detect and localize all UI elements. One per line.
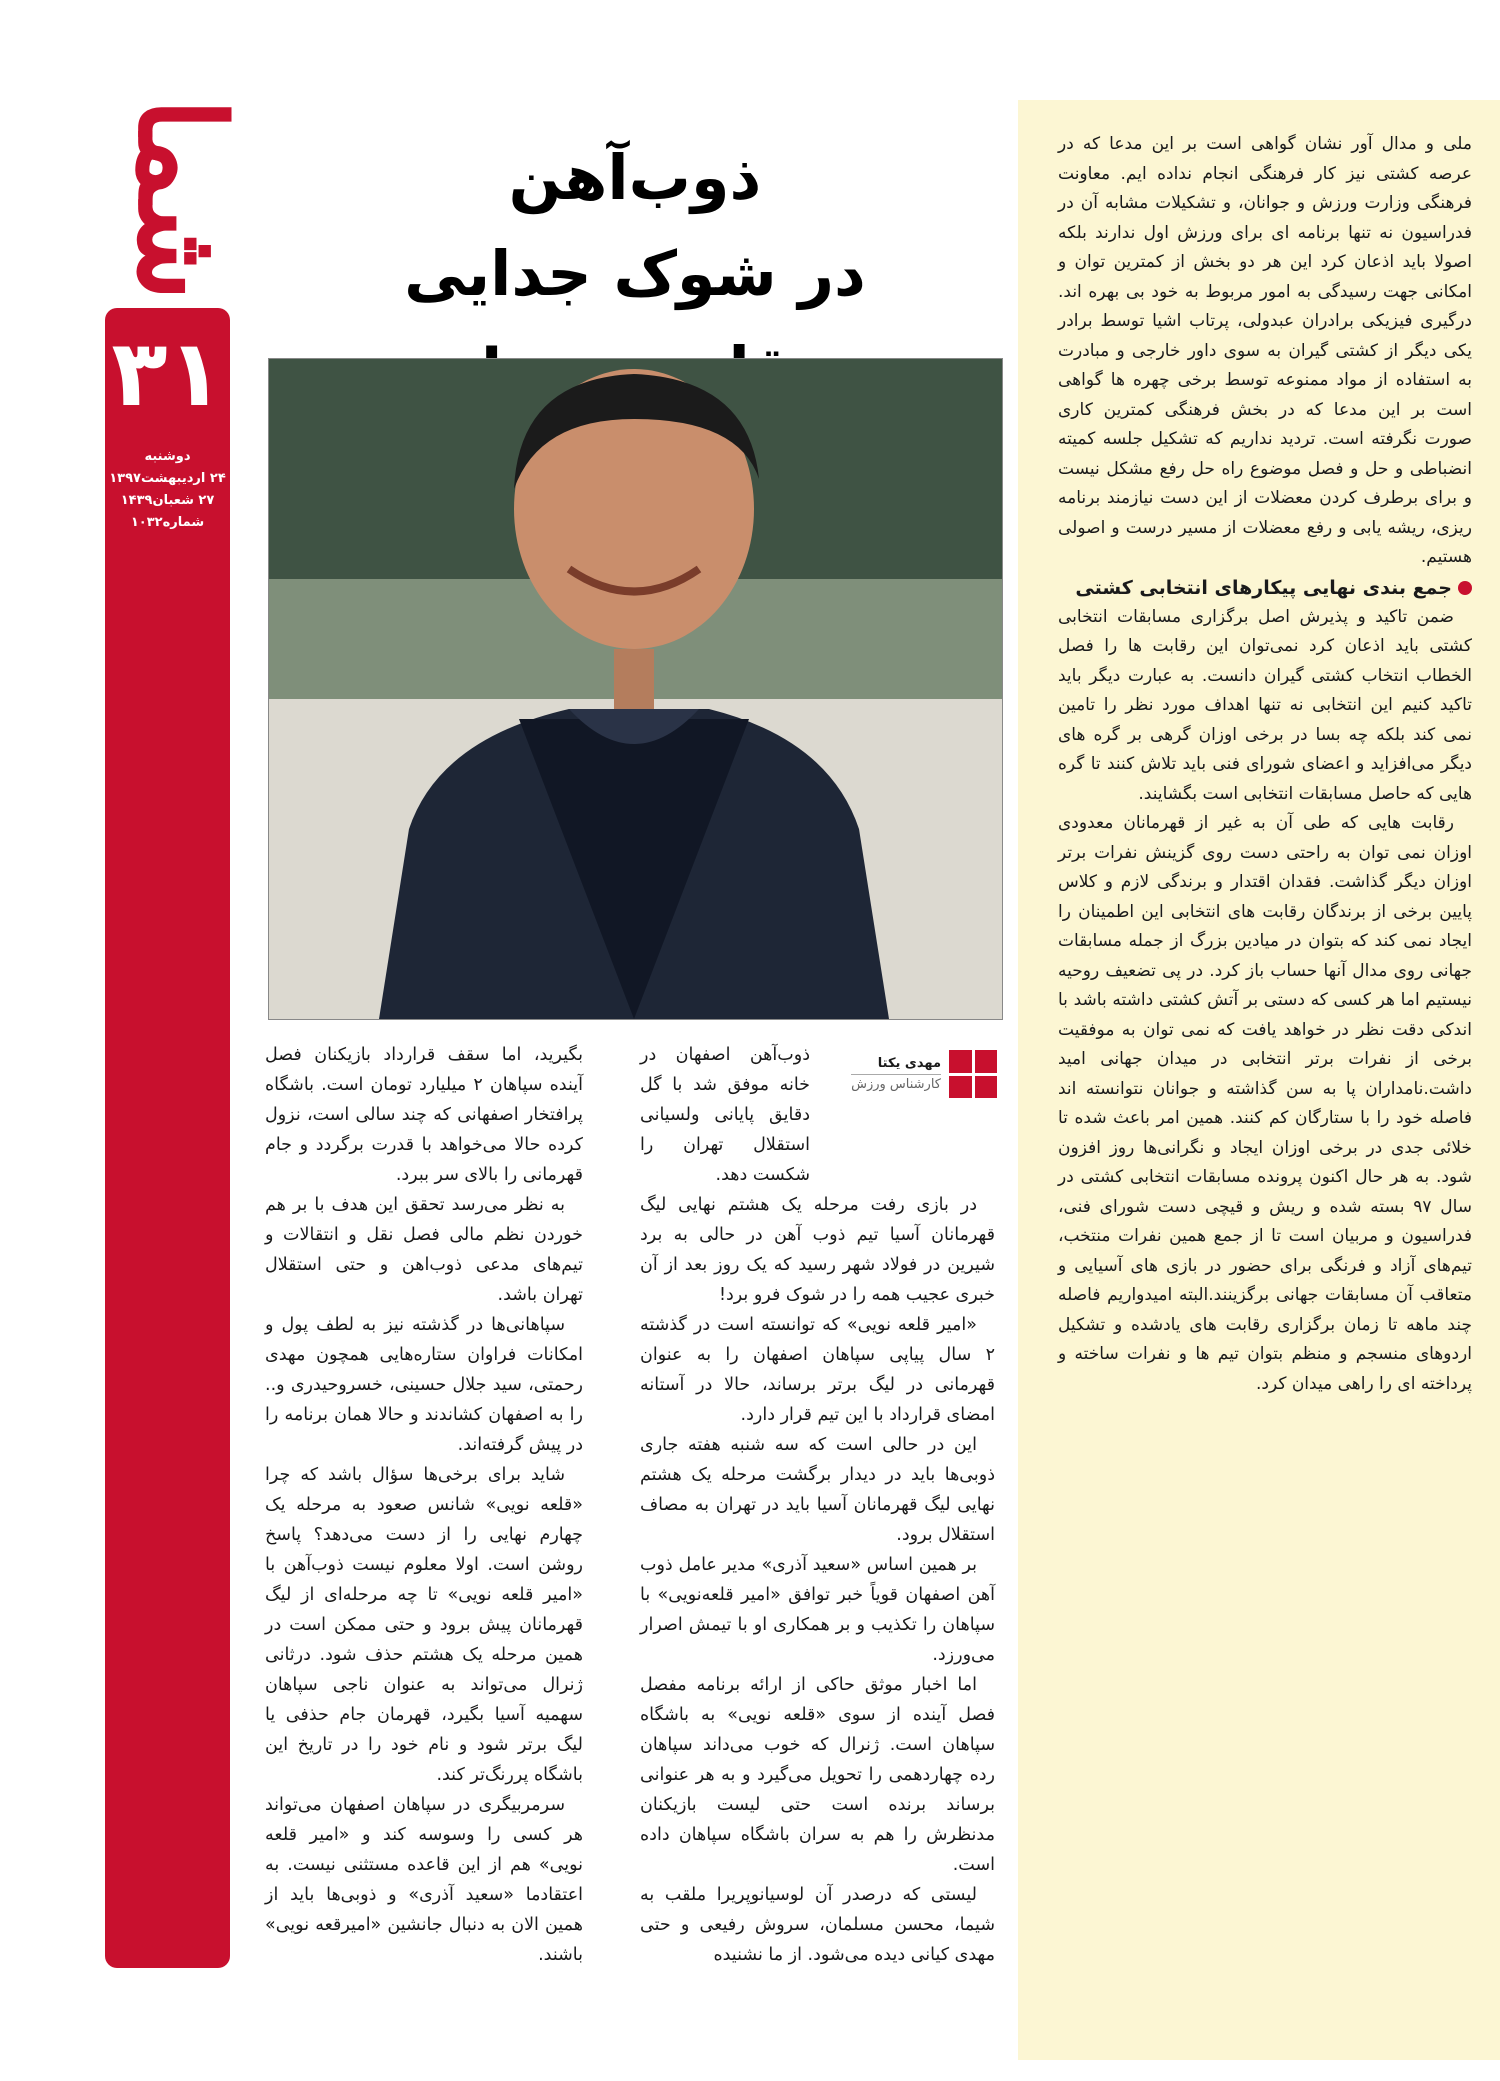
paragraph: رقابت هایی که طی آن به غیر از قهرمانان معدودی اوزان نمی توان به راحتی دست روی گزینش نفرات برتر اوزان دیگر گذاشت. فقدان اقتدار و برندگی لازم و کلاس پایین برخی از برندگان رقابت های انتخابی این اطمینان را ایجاد نمی کند که بتوان در میادین بزرگ از جمله مسابقات جهانی روی مدال آنها حساب باز کرد. در پی تضعیف روحیه نیستیم اما هر کسی که دستی بر آتش کشتی داشته باشد با اندکی دقت نظر در خواهد یافت که نمی توان به موفقیت برخی از نفرات برتر انتخابی در میدان جهانی امید داشت.نامداران پا به سن گذاشته و جوانان نتوانسته اند فاصله خود را با ستارگان کم کنند. همین امر باعث شده تا خلائی جدی در برخی اوزان ایجاد و نگرانی‌ها روز افزون شود. به هر حال اکنون پرونده مسابقات انتخابی کشتی در سال ۹۷ بسته شده و ریش و قیچی دست شورای فنی، فدراسیون و مربیان است تا از جمع همین نفرات منتخب، تیم‌های آزاد و فرنگی برای حضور در بازی های آسیایی و متعاقب آن مسابقات جهانی برگزینند.البته امیدواریم فاصله چند ماهه تا زمان برگزاری رقابت های یادشده و تشکیل اردوهای منسجم و منظم بتوان تیم ها و نفرات ساخته و پرداخته ای را راهی میدان کرد. — [1058, 813, 1473, 1394]
page-number: ۳۱ — [111, 320, 224, 427]
paragraph: بر همین اساس «سعید آذری» مدیر عامل ذوب آهن اصفهان قویاً خبر توافق «امیر قلعه‌نویی» با سپاهان را تکذیب و بر همکاری او با تیمش اصرار می‌ورزد. — [640, 1555, 995, 1665]
date-sidebar — [105, 308, 230, 1968]
coach-photo-illustration — [269, 359, 1002, 1019]
sidebar-article-panel — [1018, 100, 1500, 2060]
paragraph: سرمربیگری در سپاهان اصفهان می‌تواند هر کسی را وسوسه کند و «امیر قلعه نویی» هم از این قاعده مستثنی نیست. به اعتقادما «سعید آذری» و ذوبی‌ها باید از همین الان به دنبال جانشین «امیرقعه نویی» باشند. — [265, 1795, 583, 1965]
paragraph: «امیر قلعه نویی» که توانسته است در گذشته ۲ سال پیاپی سپاهان اصفهان را به عنوان قهرمانی در لیگ برتر برساند، حالا در آستانه امضای قرارداد با این تیم قرار دارد. — [640, 1315, 995, 1425]
headline-line-2: در شوک جدایی — [404, 237, 866, 310]
date-solar: ۲۴ اردیبهشت۱۳۹۷ — [109, 471, 226, 486]
paragraph: بگیرید، اما سقف قرارداد بازیکنان فصل آینده سپاهان ۲ میلیارد تومان است. باشگاه پرافتخار اصفهانی که چند سالی است، نزول کرده حالا می‌خواهد با قدرت برگردد و جام قهرمانی را بالای سر ببرد. — [265, 1045, 584, 1185]
issue-meta — [105, 446, 230, 534]
article-photo — [268, 358, 1003, 1020]
sidebar-subhead-text: جمع بندی نهایی پیکارهای انتخابی کشتی — [1075, 576, 1452, 599]
weekday: دوشنبه — [144, 449, 191, 464]
bullet-dot-icon — [1458, 581, 1472, 595]
paragraph: سپاهانی‌ها در گذشته نیز به لطف پول و امکانات فراوان ستاره‌هایی همچون مهدی رحمتی، سید جلال حسینی، خسروحیدری و.. را به اصفهان کشاندند و حالا همان برنامه را در پیش گرفته‌اند. — [265, 1315, 583, 1455]
date-lunar: ۲۷ شعبان۱۴۳۹ — [120, 493, 215, 508]
paragraph: شاید برای برخی‌ها سؤال باشد که چرا «قلعه نویی» شانس صعود به مرحله یک چهارم نهایی را از دست می‌دهد؟ پاسخ روشن است. اولا معلوم نیست ذوب‌آهن با «امیر قلعه نویی» تا چه مرحله‌ای از لیگ قهرمانان پیش برود و حتی ممکن است در همین مرحله یک هشتم حذف شود. درثانی ژنرال می‌تواند به عنوان ناجی سپاهان سهمیه آسیا بگیرد، قهرمان جام حذفی یا لیگ برتر شود و نام خود را در تاریخ این باشگاه پررنگ‌تر کند. — [265, 1465, 583, 1785]
paragraph: لیستی که درصدر آن لوسیانوپریرا ملقب به شیما، محسن مسلمان، سروش رفیعی و حتی مهدی کیانی دیده می‌شود. از ما نشنیده — [640, 1885, 995, 1965]
paragraph: اما اخبار موثق حاکی از ارائه برنامه مفصل فصل آینده از سوی «قلعه نویی» به باشگاه سپاهان است. ژنرال که خوب می‌داند سپاهان رده چهاردهمی را تحویل می‌گیرد و به هر عنوانی برساند برنده است حتی لیست بازیکنان مدنظرش را هم به سران باشگاه سپاهان داده است. — [640, 1675, 995, 1875]
sidebar-article-column — [1018, 100, 1500, 1399]
article-lead: ذوب‌آهن اصفهان در خانه موفق شد با گل دقایق پایانی ولسیانی استقلال تهران را شکست دهد. — [640, 1045, 810, 1185]
paragraph: این در حالی است که سه شنبه هفته جاری ذوبی‌ها باید در دیدار برگشت مرحله یک هشتم نهایی لیگ قهرمانان آسیا باید در تهران به مصاف استقلال برود. — [640, 1435, 995, 1545]
brand-logo: شما — [112, 98, 251, 302]
paragraph: به نظر می‌رسد تحقق این هدف با بر هم خوردن نظم مالی فصل نقل و انتقالات و تیم‌های مدعی ذوب‌اهن و حتی استقلال تهران باشد. — [265, 1195, 583, 1305]
article-column-left — [265, 1040, 583, 1970]
sidebar-subhead — [1058, 573, 1472, 603]
author-role: کارشناس ورزش — [851, 1074, 941, 1095]
article-column-middle — [640, 1040, 995, 1970]
paragraph: ضمن تاکید و پذیرش اصل برگزاری مسابقات انتخابی کشتی باید اذعان کرد نمی‌توان این رقابت ها را فصل الخطاب انتخاب کشتی گیران دانست. به عبارت دیگر باید تاکید کنیم این انتخابی نه تنها اهداف مورد نظر را تامین نمی کند بلکه چه بسا در برخی اوزان گرهی بر گره های دیگر می‌افزاید و اعضای شورای فنی باید تلاش کنند تا گره هایی که حاصل مسابقات انتخابی است بگشایند. — [1058, 606, 1472, 804]
issue-number: شماره۱۰۳۲ — [130, 515, 205, 530]
paragraph: در بازی رفت مرحله یک هشتم نهایی لیگ قهرمانان آسیا تیم ذوب آهن در حالی به برد شیرین در فولاد شهر رسید که یک روز بعد از آن خبری عجیب همه را در شوک فرو برد! — [640, 1195, 995, 1305]
paragraph: ملی و مدال آور نشان گواهی است بر این مدعا که در عرصه کشتی نیز کار فرهنگی انجام نداده ایم. معاونت فرهنگی وزارت ورزش و جوانان، و تشکیلات مشابه آن در فدراسیون نه تنها برنامه ای برای ورزش اول ندارند بلکه اصولا باید اذعان کرد این هر دو بخش از کمترین توان و امکانی جهت رسیدگی به امور مربوط به خود بی بهره اند. درگیری فیزیکی برادران عبدولی، پرتاب اشیا توسط برادر یکی دیگر از کشتی گیران به سوی داور خارجی و مبادرت به استفاده از مواد ممنوعه توسط برخی چهره ها گواهی است بر این مدعا که در بخش فرهنگی کمترین کاری صورت نگرفته است. تردید نداریم که تشکیل جلسه کمیته انضباطی و حل و فصل موضوع راه حل رفع مشکل نیست و برای برطرف کردن معضلات از این دست نیازمند برنامه ریزی، ریشه یابی و رفع معضلات از مسیر درست و اصولی هستیم. — [1058, 134, 1472, 567]
headline-line-1: ذوب‌آهن — [508, 141, 762, 214]
author-name: مهدی یکتا — [877, 1055, 941, 1071]
